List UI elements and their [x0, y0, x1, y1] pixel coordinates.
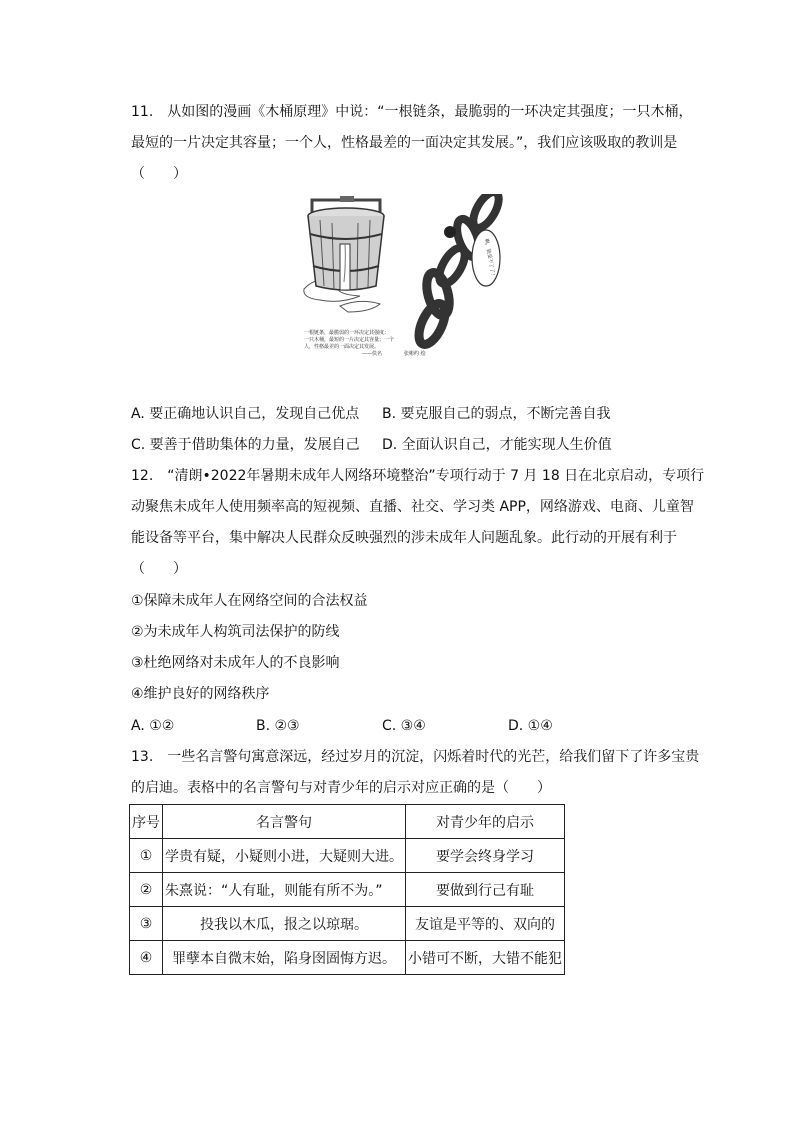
q13-stem-line-1: 13. 一些名言警句寓意深远，经过岁月的沉淀，闪烁着时代的光芒，给我们留下了许多宝贵 — [131, 749, 700, 765]
q12-option-c: C. ③④ — [382, 718, 426, 734]
cartoon-signature: 张彬约 绘 — [404, 351, 426, 357]
cartoon-caption-author: ——佚名 — [362, 351, 383, 357]
q12-item-2: ②为未成年人构筑司法保护的防线 — [131, 624, 340, 640]
table-header-number: 序号 — [130, 805, 163, 839]
q12-item-3: ③杜绝网络对未成年人的不良影响 — [131, 655, 340, 671]
cartoon-caption-line-1: 一根链条，最脆弱的一环决定其强度； — [304, 330, 390, 336]
table-row — [130, 873, 565, 907]
q12-stem-line-2: 动聚焦未成年人使用频率高的短视频、直播、社交、学习类 APP，网络游戏、电商、儿童智 — [131, 499, 694, 515]
q12-option-a: A. ①② — [131, 718, 175, 734]
table-cell-lesson: 小错可不断，大错不能犯 — [406, 941, 565, 975]
q12-stem-line-1: 12. “清朗•2022年暑期未成年人网络环境整治”专项行动于 7 月 18 日在北京启动，专项行 — [131, 468, 705, 484]
q11-stem-line-1: 11. 从如图的漫画《木桶原理》中说：“一根链条，最脆弱的一环决定其强度；一只木桶， — [131, 104, 693, 120]
q13-table — [129, 804, 565, 975]
q11-answer-paren: （ ） — [131, 166, 187, 182]
wooden-bucket-chain-cartoon — [300, 194, 504, 364]
q13-stem-line-2: 的启迪。表格中的名言警句与对青少年的启示对应正确的是（ ） — [131, 780, 551, 796]
table-cell-lesson: 友谊是平等的、双向的 — [406, 907, 565, 941]
table-cell-quote: 罪孽本自微末始，陷身囹圄悔方迟。 — [163, 941, 406, 975]
table-cell-quote: 投我以木瓜，报之以琼琚。 — [163, 907, 406, 941]
table-cell-number: ③ — [130, 907, 163, 941]
table-row — [130, 839, 565, 873]
table-header-quote: 名言警句 — [163, 805, 406, 839]
cartoon-caption-line-3: 人，性格最差的一面决定其发展。 — [304, 344, 380, 350]
table-cell-lesson: 要学会终身学习 — [406, 839, 565, 873]
q11-option-b: B. 要克服自己的弱点，不断完善自我 — [382, 406, 611, 422]
q12-option-b: B. ②③ — [256, 718, 300, 734]
q11-option-c: C. 要善于借助集体的力量，发展自己 — [131, 437, 360, 453]
table-cell-number: ④ — [130, 941, 163, 975]
cartoon-caption-line-2: 一只木桶，最短的一片决定其容量；一个 — [304, 337, 395, 343]
table-cell-lesson: 要做到行己有耻 — [406, 873, 565, 907]
table-row — [130, 941, 565, 975]
q12-option-d: D. ①④ — [508, 718, 553, 734]
q11-option-d: D. 全面认识自己，才能实现人生价值 — [382, 437, 612, 453]
table-cell-quote: 朱熹说：“人有耻，则能有所不为。” — [163, 873, 406, 907]
q12-stem-line-3: 能设备等平台，集中解决人民群众反映强烈的涉未成年人问题乱象。此行动的开展有利于 — [131, 530, 677, 546]
table-cell-quote: 学贵有疑，小疑则小进，大疑则大进。 — [163, 839, 406, 873]
q11-stem-line-2: 最短的一片决定其容量；一个人，性格最差的一面决定其发展。”，我们应该吸取的教训是 — [131, 135, 678, 151]
cartoon-speech: 啊，我受不了了！ — [483, 238, 496, 279]
table-row — [130, 907, 565, 941]
q12-item-4: ④维护良好的网络秩序 — [131, 686, 270, 702]
table-header-row — [130, 805, 565, 839]
table-cell-number: ① — [130, 839, 163, 873]
q12-answer-paren: （ ） — [131, 561, 187, 577]
table-header-lesson: 对青少年的启示 — [406, 805, 565, 839]
q11-option-a: A. 要正确地认识自己，发现自己优点 — [131, 406, 360, 422]
table-cell-number: ② — [130, 873, 163, 907]
q12-item-1: ①保障未成年人在网络空间的合法权益 — [131, 593, 368, 609]
